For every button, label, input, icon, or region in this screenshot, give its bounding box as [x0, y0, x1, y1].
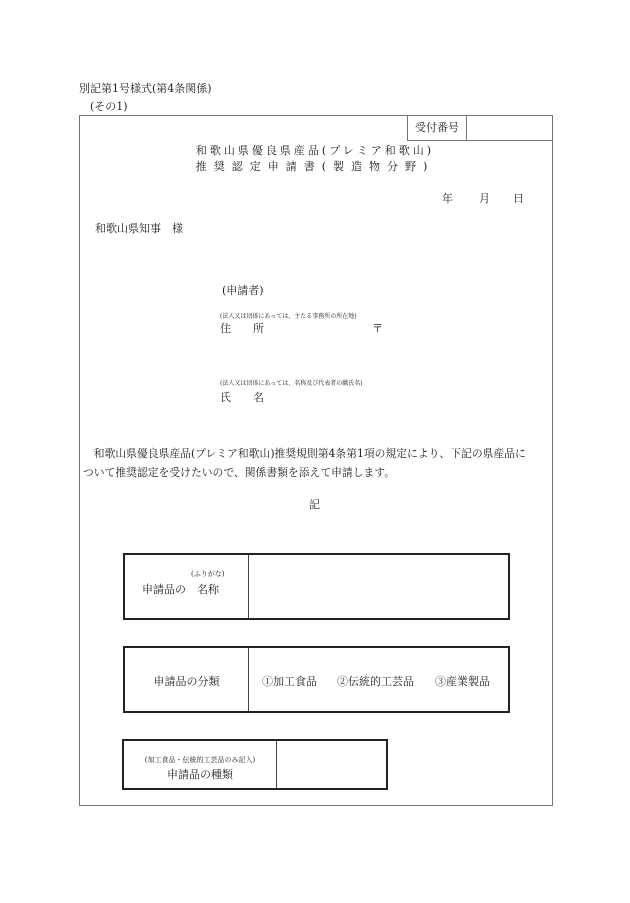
date-month: 月 [479, 192, 490, 205]
address-note: (法人又は団体にあっては、主たる事務所の所在地) [220, 313, 357, 320]
form-part: (その1) [90, 100, 128, 113]
category-option-traditional-craft[interactable]: ②伝統的工芸品 [337, 675, 414, 688]
ki-label: 記 [309, 498, 320, 511]
kind-note: (加工食品・伝統的工芸品のみ記入) [144, 756, 256, 764]
title-line-2: 推奨認定申請書(製造物分野) [195, 160, 435, 173]
addressee: 和歌山県知事 様 [95, 222, 183, 235]
kind-label: 申請品の種類 [167, 768, 233, 781]
address-label: 住 所 [220, 322, 264, 335]
name-label: 氏 名 [220, 391, 264, 404]
body-line-2: ついて推奨認定を受けたいので、関係書類を添えて申請します。 [83, 466, 396, 479]
title-line-1: 和歌山県優良県産品(プレミア和歌山) [195, 144, 435, 157]
category-label: 申請品の分類 [153, 675, 220, 688]
form-id: 別記第1号様式(第4条関係) [79, 82, 212, 95]
receipt-number-field[interactable] [466, 115, 552, 141]
receipt-number-label: 受付番号 [407, 115, 467, 141]
product-name-row [123, 553, 510, 620]
kind-row [122, 739, 388, 790]
postal-mark: 〒 [372, 322, 383, 335]
product-name-label: 申請品の 名称 [142, 583, 219, 596]
category-row [123, 646, 510, 713]
kind-field[interactable] [277, 741, 386, 788]
date-year: 年 [442, 192, 453, 205]
category-option-processed-food[interactable]: ①加工食品 [262, 675, 317, 688]
product-name-field[interactable] [249, 555, 508, 618]
furigana-label: (ふりがな) [191, 570, 225, 578]
name-note: (法人又は団体にあっては、名称及び代表者の職氏名) [220, 380, 363, 387]
applicant-heading: (申請者) [222, 284, 264, 297]
category-option-industrial-product[interactable]: ③産業製品 [435, 675, 490, 688]
body-line-1: 和歌山県優良県産品(プレミア和歌山)推奨規則第4条第1項の規定により、下記の県産品に [83, 447, 526, 460]
date-day: 日 [513, 192, 524, 205]
